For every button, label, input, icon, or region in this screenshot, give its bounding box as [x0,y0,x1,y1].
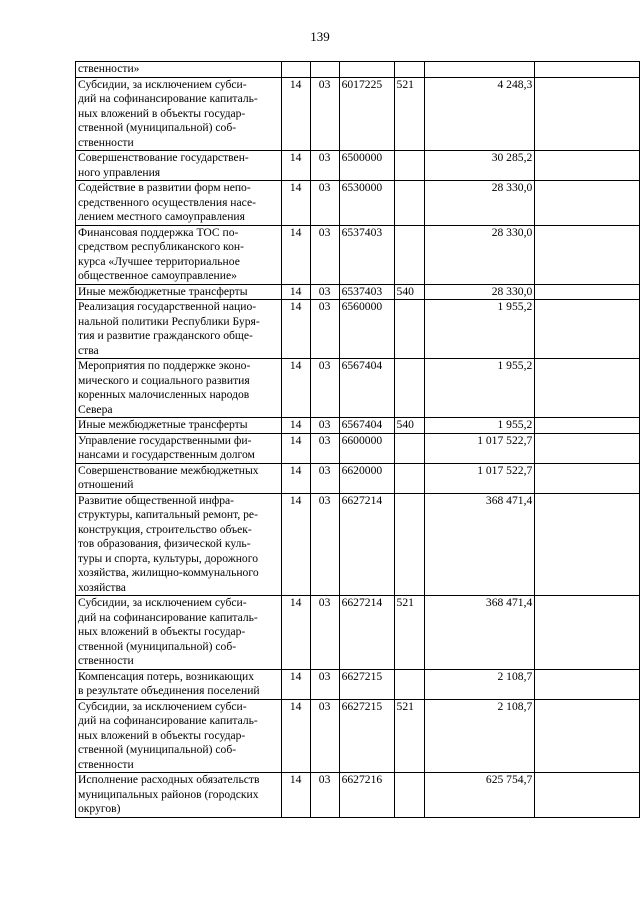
expense-type-code-cell [394,773,424,818]
budget-table-body [76,62,640,818]
budget-table [75,61,640,818]
amount-cell: 1 955,2 [424,359,535,418]
amount-cell: 1 017 522,7 [424,433,535,463]
item-name-text: Субсидии, за исключением субси- дий на софинансирование капиталь- ных вложений в объекты государ- ственной (муниципальной) соб- ственности [78,596,258,667]
item-name-cell [76,225,282,284]
section-code-cell: 14 [281,181,310,226]
section-code-cell [281,62,310,78]
target-article-code-cell: 6600000 [339,433,394,463]
target-article-code-cell: 6530000 [339,181,394,226]
item-name-text: Развитие общественной инфра- структуры, капитальный ремонт, ре- конструкция, строительство объек- тов образования, физической куль- туры и спорта, культуры, дорожного хозяйства, жилищно-коммунального хозяйства [78,493,259,594]
empty-column-cell [535,699,640,773]
subsection-code-cell: 03 [310,433,339,463]
expense-type-code-cell [394,433,424,463]
subsection-code-cell: 03 [310,773,339,818]
subsection-code-cell [310,62,339,78]
item-name-text: Иные межбюджетные трансферты [78,418,248,431]
empty-column-cell [535,418,640,434]
subsection-code-cell: 03 [310,181,339,226]
table-row [76,300,640,359]
item-name-cell [76,359,282,418]
item-name-text: Субсидии, за исключением субси- дий на софинансирование капиталь- ных вложений в объекты государ- ственной (муниципальной) соб- ственности [78,699,258,771]
empty-column-cell [535,773,640,818]
item-name-text: Совершенствование межбюджетных отношений [78,463,259,491]
expense-type-code-cell [394,463,424,493]
empty-column-cell [535,300,640,359]
target-article-code-cell: 6017225 [339,77,394,151]
table-row [76,493,640,596]
expense-type-code-cell: 521 [394,699,424,773]
amount-cell: 625 754,7 [424,773,535,818]
target-article-code-cell: 6627216 [339,773,394,818]
amount-cell: 1 955,2 [424,418,535,434]
item-name-text: Компенсация потерь, возникающих в результате объединения поселений [78,669,260,697]
item-name-text: Управление государственными фи- нансами и государственным долгом [78,433,255,461]
subsection-code-cell: 03 [310,225,339,284]
item-name-cell [76,418,282,434]
subsection-code-cell: 03 [310,669,339,699]
expense-type-code-cell [394,225,424,284]
empty-column-cell [535,463,640,493]
expense-type-code-cell: 521 [394,596,424,670]
item-name-cell [76,300,282,359]
item-name-cell [76,493,282,596]
target-article-code-cell: 6627214 [339,596,394,670]
item-name-cell [76,463,282,493]
table-row [76,463,640,493]
table-row [76,773,640,818]
target-article-code-cell [339,62,394,78]
target-article-code-cell: 6567404 [339,359,394,418]
item-name-cell [76,699,282,773]
expense-type-code-cell: 521 [394,77,424,151]
target-article-code-cell: 6500000 [339,151,394,181]
empty-column-cell [535,62,640,78]
expense-type-code-cell [394,669,424,699]
table-row [76,181,640,226]
target-article-code-cell: 6567404 [339,418,394,434]
item-name-cell [76,151,282,181]
item-name-text: Иные межбюджетные трансферты [78,284,248,298]
subsection-code-cell: 03 [310,596,339,670]
amount-cell: 368 471,4 [424,596,535,670]
empty-column-cell [535,596,640,670]
empty-column-cell [535,77,640,151]
subsection-code-cell: 03 [310,418,339,434]
item-name-cell [76,773,282,818]
target-article-code-cell: 6627214 [339,493,394,596]
subsection-code-cell: 03 [310,699,339,773]
empty-column-cell [535,151,640,181]
expense-type-code-cell [394,359,424,418]
amount-cell: 2 108,7 [424,699,535,773]
target-article-code-cell: 6537403 [339,284,394,300]
amount-cell: 30 285,2 [424,151,535,181]
section-code-cell: 14 [281,359,310,418]
item-name-text: Субсидии, за исключением субси- дий на софинансирование капиталь- ных вложений в объекты государ- ственной (муниципальной) соб- ственности [78,77,258,149]
amount-cell: 28 330,0 [424,284,535,300]
table-row [76,699,640,773]
item-name-text: Финансовая поддержка ТОС по- средством республиканского кон- курса «Лучшее территориальное общественное самоуправление» [78,225,244,282]
expense-type-code-cell [394,300,424,359]
target-article-code-cell: 6620000 [339,463,394,493]
table-row [76,62,640,78]
section-code-cell: 14 [281,463,310,493]
subsection-code-cell: 03 [310,493,339,596]
section-code-cell: 14 [281,284,310,300]
item-name-cell [76,181,282,226]
subsection-code-cell: 03 [310,77,339,151]
amount-cell [424,62,535,78]
target-article-code-cell: 6627215 [339,699,394,773]
section-code-cell: 14 [281,151,310,181]
table-row [76,284,640,300]
item-name-cell [76,284,282,300]
empty-column-cell [535,669,640,699]
amount-cell: 28 330,0 [424,225,535,284]
table-row [76,359,640,418]
item-name-text: Реализация государственной нацио- нальной политики Республики Буря- тия и развитие гражданского обще- ства [78,300,260,357]
item-name-cell [76,596,282,670]
subsection-code-cell: 03 [310,151,339,181]
empty-column-cell [535,225,640,284]
section-code-cell: 14 [281,77,310,151]
section-code-cell: 14 [281,300,310,359]
item-name-text: Совершенствование государствен- ного управления [78,151,249,179]
page-number: 139 [310,29,330,44]
item-name-cell [76,433,282,463]
expense-type-code-cell [394,151,424,181]
empty-column-cell [535,181,640,226]
section-code-cell: 14 [281,699,310,773]
table-row [76,77,640,151]
table-row [76,151,640,181]
subsection-code-cell: 03 [310,359,339,418]
item-name-text: Исполнение расходных обязательств муниципальных районов (городских округов) [78,773,260,815]
subsection-code-cell: 03 [310,463,339,493]
amount-cell: 4 248,3 [424,77,535,151]
subsection-code-cell: 03 [310,300,339,359]
amount-cell: 1 955,2 [424,300,535,359]
expense-type-code-cell: 540 [394,284,424,300]
item-name-cell [76,669,282,699]
item-name-cell [76,62,282,78]
item-name-text: Содействие в развитии форм непо- средственного осуществления насе- лением местного самоуправления [78,181,256,223]
section-code-cell: 14 [281,493,310,596]
amount-cell: 368 471,4 [424,493,535,596]
expense-type-code-cell [394,181,424,226]
target-article-code-cell: 6627215 [339,669,394,699]
section-code-cell: 14 [281,773,310,818]
table-row [76,596,640,670]
item-name-text: Мероприятия по поддержке эконо- мического и социального развития коренных малочисленных народов Севера [78,359,251,416]
expense-type-code-cell [394,493,424,596]
empty-column-cell [535,359,640,418]
section-code-cell: 14 [281,596,310,670]
table-row [76,418,640,434]
item-name-text: ственности» [78,62,140,75]
section-code-cell: 14 [281,225,310,284]
empty-column-cell [535,284,640,300]
table-row [76,433,640,463]
item-name-cell [76,77,282,151]
section-code-cell: 14 [281,433,310,463]
amount-cell: 28 330,0 [424,181,535,226]
target-article-code-cell: 6537403 [339,225,394,284]
amount-cell: 1 017 522,7 [424,463,535,493]
section-code-cell: 14 [281,418,310,434]
target-article-code-cell: 6560000 [339,300,394,359]
empty-column-cell [535,433,640,463]
subsection-code-cell: 03 [310,284,339,300]
table-row [76,669,640,699]
amount-cell: 2 108,7 [424,669,535,699]
table-row [76,225,640,284]
empty-column-cell [535,493,640,596]
expense-type-code-cell: 540 [394,418,424,434]
section-code-cell: 14 [281,669,310,699]
expense-type-code-cell [394,62,424,78]
